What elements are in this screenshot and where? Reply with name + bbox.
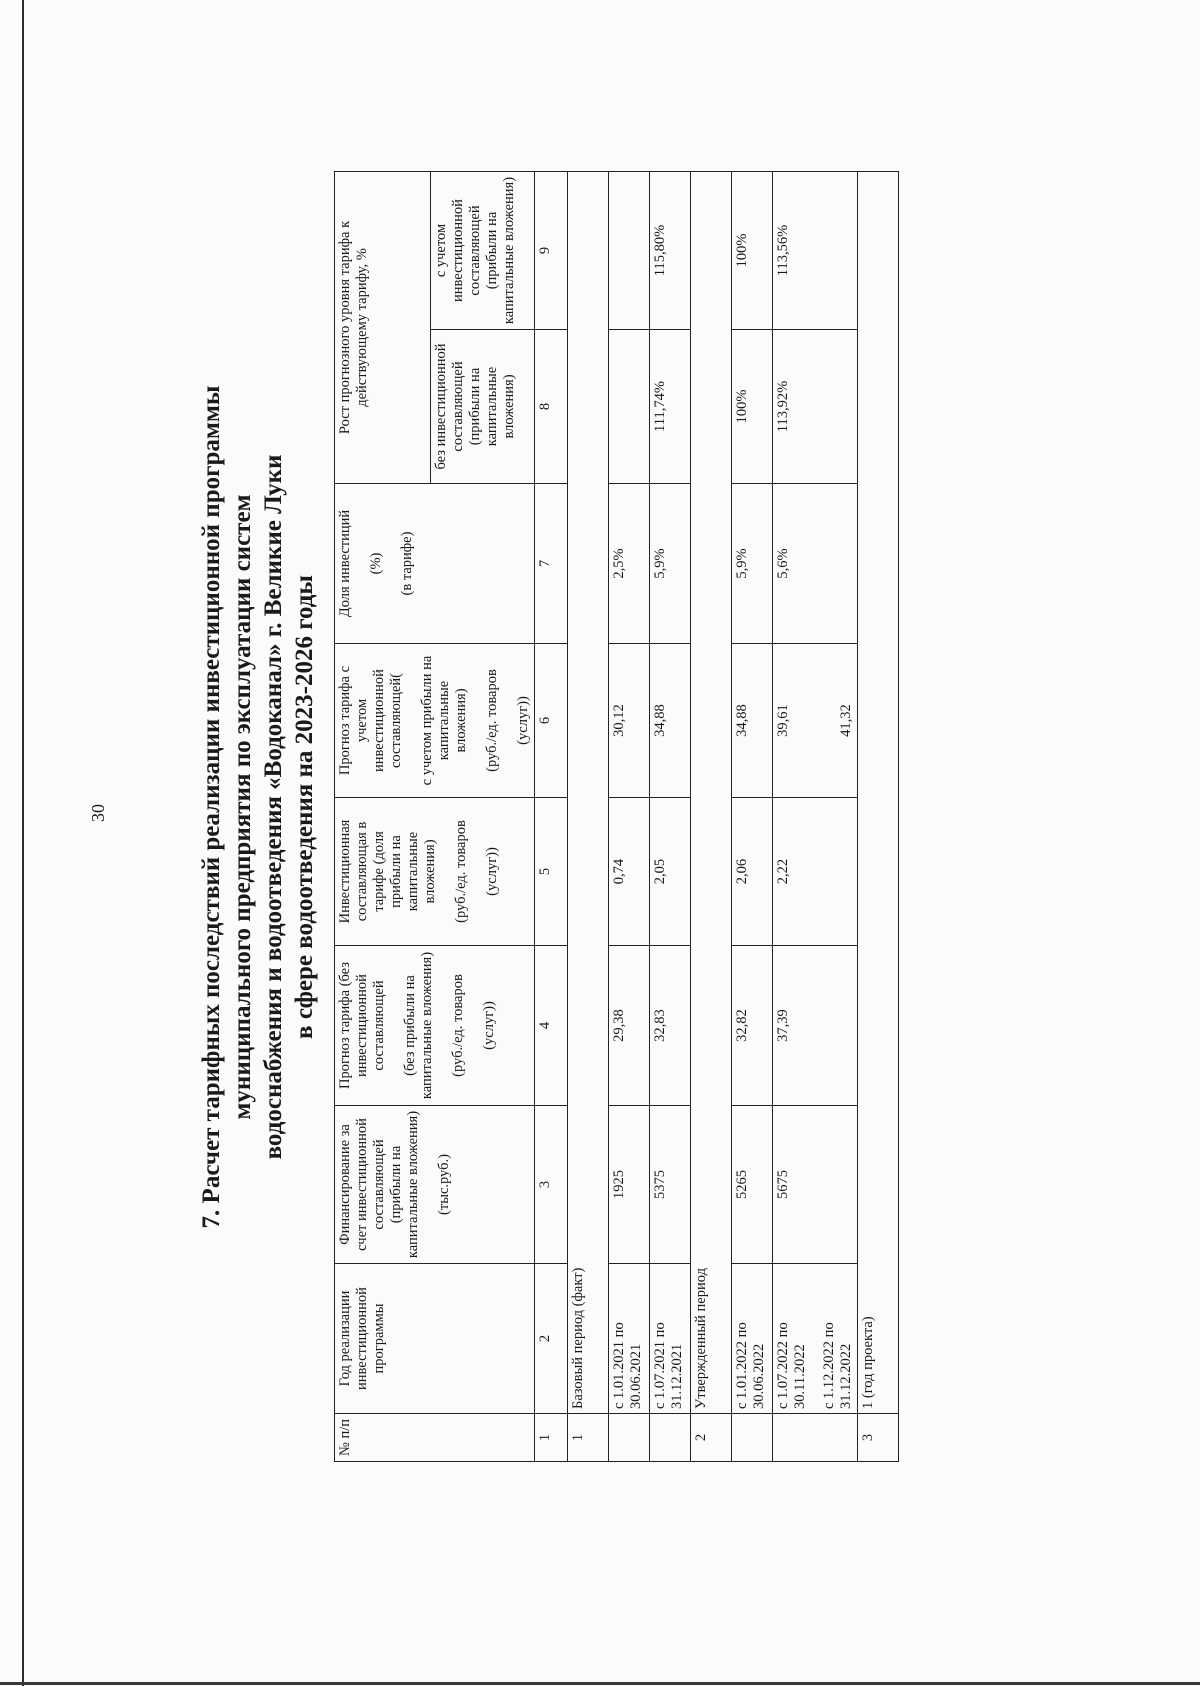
page-number: 30 bbox=[88, 804, 108, 822]
tariff-no-inv-cell: 37,39 bbox=[773, 946, 858, 1106]
header-growth-with-inv: с учетом инвестиционной составляющей (прибыли на капитальные вложения) bbox=[430, 172, 535, 330]
group-label: Базовый период (факт) bbox=[568, 172, 609, 1414]
inv-share-cell: 5,9% bbox=[650, 484, 691, 644]
group-label: 1 (год проекта) bbox=[858, 172, 899, 1414]
col-number: 6 bbox=[535, 644, 568, 798]
group-row-base bbox=[568, 172, 609, 1462]
header-tariff-with-inv-unit: (руб./ед. товаров bbox=[484, 669, 500, 772]
inv-component-cell: 2,22 bbox=[773, 798, 858, 946]
financing-cell: 5375 bbox=[650, 1106, 691, 1264]
header-tariff-with-inv-sub: с учетом прибыли на капитальные вложения) bbox=[419, 655, 469, 786]
row-num-cell bbox=[732, 1414, 773, 1462]
inv-share-cell: 5,9% bbox=[732, 484, 773, 644]
group-row-approved bbox=[691, 172, 732, 1462]
header-num: № п/п bbox=[335, 1414, 535, 1462]
tariff-with-inv-cell bbox=[773, 644, 858, 798]
tariff-with-inv-cell: 34,88 bbox=[650, 644, 691, 798]
financing-cell: 1925 bbox=[609, 1106, 650, 1264]
table-row bbox=[773, 172, 858, 1462]
period-cell: с 1.07.2021 по 31.12.2021 bbox=[650, 1264, 691, 1414]
header-growth: Рост прогнозного уровня тарифа к действующему тарифу, % bbox=[335, 172, 431, 484]
header-growth-no-inv: без инвестиционной составляющей (прибыли на капитальные вложения) bbox=[430, 330, 535, 484]
header-inv-share bbox=[335, 484, 535, 644]
period-cell bbox=[773, 1264, 858, 1414]
header-tariff-with-inv-text: Прогноз тарифа с учетом инвестиционной составляющей( bbox=[337, 665, 404, 776]
header-inv-share-pct: (%) bbox=[368, 552, 384, 575]
growth-with-inv-cell bbox=[609, 172, 650, 330]
header-inv-component bbox=[335, 798, 535, 946]
growth-no-inv-cell: 100% bbox=[732, 330, 773, 484]
header-inv-component-text: Инвестиционная составляющая в тарифе (доля прибыли на капитальные вложения) bbox=[337, 819, 438, 924]
column-number-row bbox=[535, 172, 568, 1462]
inv-share-cell: 2,5% bbox=[609, 484, 650, 644]
inv-share-cell: 5,6% bbox=[773, 484, 858, 644]
header-tariff-no-inv-unit2: (услуг)) bbox=[481, 1001, 497, 1050]
inv-component-cell: 0,74 bbox=[609, 798, 650, 946]
header-inv-share-note: (в тарифе) bbox=[399, 531, 415, 596]
col-number: 9 bbox=[535, 172, 568, 330]
rotated-page bbox=[26, 0, 1104, 1602]
period-cell: с 1.01.2021 по 30.06.2021 bbox=[609, 1264, 650, 1414]
col-number: 5 bbox=[535, 798, 568, 946]
col-number: 4 bbox=[535, 946, 568, 1106]
tariff-with-inv-cell: 30,12 bbox=[609, 644, 650, 798]
growth-no-inv-cell bbox=[609, 330, 650, 484]
period-sub-b: с 1.12.2022 по 31.12.2022 bbox=[821, 1322, 854, 1409]
growth-with-inv-cell: 115,80% bbox=[650, 172, 691, 330]
table-row bbox=[732, 172, 773, 1462]
header-financing-text: Финансирование за счет инвестиционной составляющей (прибыли на капитальные вложения) bbox=[337, 1110, 421, 1259]
table-row bbox=[609, 172, 650, 1462]
growth-no-inv-cell: 113,92% bbox=[773, 330, 858, 484]
tariff-no-inv-cell: 32,82 bbox=[732, 946, 773, 1106]
growth-with-inv-cell: 113,56% bbox=[773, 172, 858, 330]
col-number: 2 bbox=[535, 1264, 568, 1414]
tariff-with-inv-cell: 34,88 bbox=[732, 644, 773, 798]
financing-cell: 5675 bbox=[773, 1106, 858, 1264]
table-row bbox=[650, 172, 691, 1462]
growth-no-inv-cell: 111,74% bbox=[650, 330, 691, 484]
title-line-2: муниципального предприятия по эксплуатации систем bbox=[229, 494, 256, 1120]
header-financing bbox=[335, 1106, 535, 1264]
row-num-cell bbox=[650, 1414, 691, 1462]
financing-cell: 5265 bbox=[732, 1106, 773, 1264]
group-number: 3 bbox=[858, 1414, 899, 1462]
inv-component-cell: 2,05 bbox=[650, 798, 691, 946]
col-number: 3 bbox=[535, 1106, 568, 1264]
header-financing-unit: (тыс.руб.) bbox=[436, 1154, 452, 1215]
header-inv-component-unit: (руб./ед. товаров bbox=[453, 820, 469, 923]
group-row-project-year bbox=[858, 172, 899, 1462]
period-sub-a: с 1.07.2022 по 30.11.2022 bbox=[775, 1322, 808, 1409]
header-tariff-no-inv-text: Прогноз тарифа (без инвестиционной составляющей bbox=[337, 961, 387, 1090]
title-line-1: 7. Расчет тарифных последствий реализации инвестиционной программы bbox=[198, 385, 225, 1229]
tariff-with-inv-sub-a: 39,61 bbox=[775, 704, 791, 737]
title-line-3: водоснабжения и водоотведения «Водоканал» г. Великие Луки bbox=[260, 454, 287, 1160]
group-number: 2 bbox=[691, 1414, 732, 1462]
header-tariff-no-inv bbox=[335, 946, 535, 1106]
header-tariff-no-inv-sub: (без прибыли на капитальные вложения) bbox=[402, 951, 435, 1100]
col-number: 8 bbox=[535, 330, 568, 484]
header-row bbox=[335, 172, 431, 1462]
tariff-no-inv-cell: 32,83 bbox=[650, 946, 691, 1106]
document-title bbox=[196, 182, 320, 1432]
header-inv-component-unit2: (услуг)) bbox=[484, 847, 500, 896]
group-number: 1 bbox=[568, 1414, 609, 1462]
col-number: 1 bbox=[535, 1414, 568, 1462]
header-tariff-with-inv bbox=[335, 644, 535, 798]
col-number: 7 bbox=[535, 484, 568, 644]
tariff-no-inv-cell: 29,38 bbox=[609, 946, 650, 1106]
tariff-table bbox=[334, 171, 899, 1462]
group-label: Утвержденный период bbox=[691, 172, 732, 1414]
header-tariff-no-inv-unit: (руб./ед. товаров bbox=[450, 974, 466, 1077]
inv-component-cell: 2,06 bbox=[732, 798, 773, 946]
header-inv-share-text: Доля инвестиций bbox=[337, 509, 353, 618]
row-num-cell bbox=[773, 1414, 858, 1462]
header-tariff-with-inv-unit2: (услуг)) bbox=[515, 696, 531, 745]
header-year: Год реализации инвестиционной программы bbox=[335, 1264, 535, 1414]
title-line-4: в сфере водоотведения на 2023-2026 годы bbox=[291, 575, 318, 1039]
scan-left-edge bbox=[22, 0, 24, 1686]
period-cell: с 1.01.2022 по 30.06.2022 bbox=[732, 1264, 773, 1414]
row-num-cell bbox=[609, 1414, 650, 1462]
scan-bottom-edge bbox=[0, 1682, 1200, 1685]
tariff-with-inv-sub-b: 41,32 bbox=[838, 704, 854, 737]
growth-with-inv-cell: 100% bbox=[732, 172, 773, 330]
